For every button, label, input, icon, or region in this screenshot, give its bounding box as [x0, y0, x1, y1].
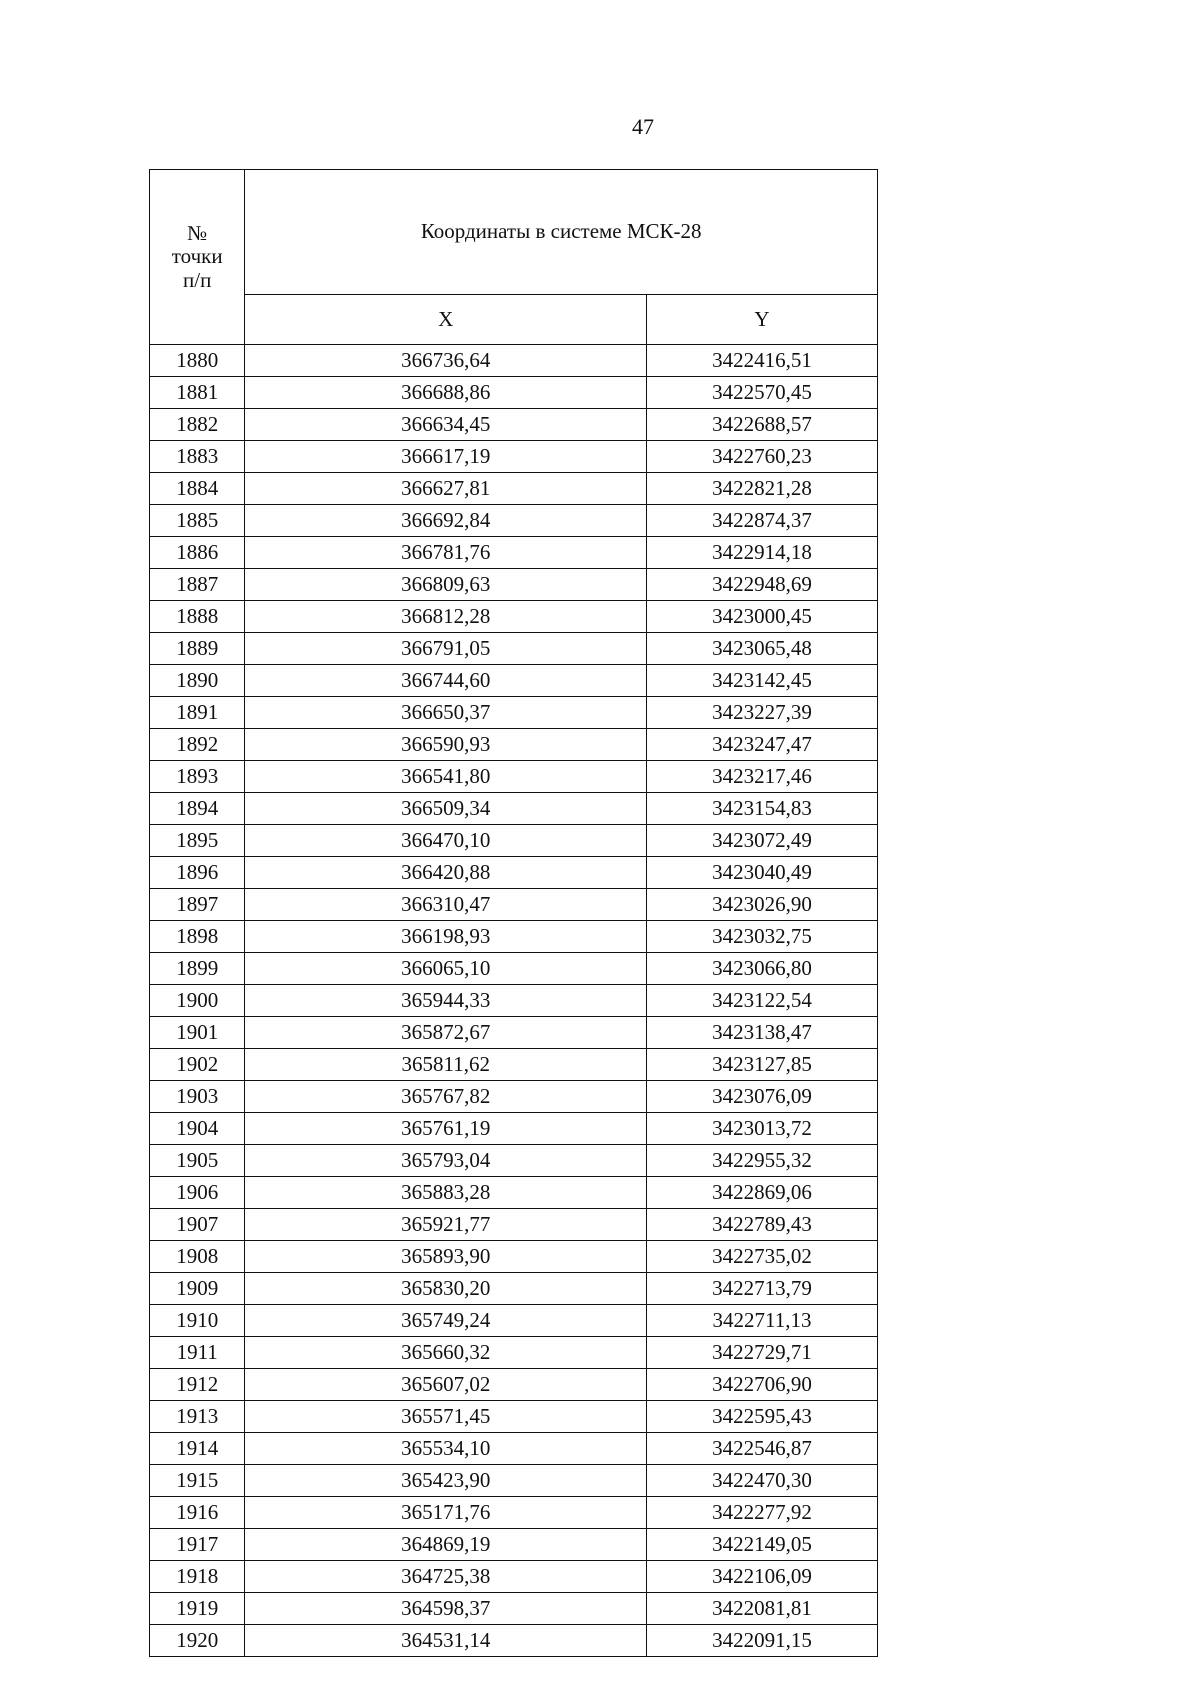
y-coordinate-cell: 3423217,46 [647, 761, 878, 793]
point-number-cell: 1906 [150, 1177, 245, 1209]
point-number-header-line: п/п [183, 267, 212, 292]
y-coordinate-cell: 3422711,13 [647, 1305, 878, 1337]
point-number-cell: 1898 [150, 921, 245, 953]
y-coordinate-cell: 3423127,85 [647, 1049, 878, 1081]
table-row [150, 697, 878, 729]
point-number-cell: 1895 [150, 825, 245, 857]
table-row [150, 1337, 878, 1369]
x-coordinate-cell: 365811,62 [245, 1049, 647, 1081]
x-coordinate-cell: 366627,81 [245, 473, 647, 505]
x-coordinate-cell: 364869,19 [245, 1529, 647, 1561]
x-coordinate-cell: 366310,47 [245, 889, 647, 921]
x-coordinate-cell: 365761,19 [245, 1113, 647, 1145]
y-coordinate-cell: 3422277,92 [647, 1497, 878, 1529]
x-coordinate-cell: 365767,82 [245, 1081, 647, 1113]
point-number-cell: 1909 [150, 1273, 245, 1305]
y-coordinate-cell: 3422688,57 [647, 409, 878, 441]
x-coordinate-cell: 364598,37 [245, 1593, 647, 1625]
point-number-cell: 1891 [150, 697, 245, 729]
x-coordinate-cell: 366634,45 [245, 409, 647, 441]
y-coordinate-cell: 3422706,90 [647, 1369, 878, 1401]
coordinates-system-header: Координаты в системе МСК-28 [245, 170, 878, 295]
x-coordinate-cell: 366791,05 [245, 633, 647, 665]
x-coordinate-cell: 366688,86 [245, 377, 647, 409]
x-coordinate-cell: 365883,28 [245, 1177, 647, 1209]
table-row [150, 1273, 878, 1305]
y-coordinate-cell: 3422091,15 [647, 1625, 878, 1657]
point-number-cell: 1896 [150, 857, 245, 889]
y-coordinate-cell: 3422760,23 [647, 441, 878, 473]
point-number-cell: 1900 [150, 985, 245, 1017]
y-coordinate-cell: 3423000,45 [647, 601, 878, 633]
table-row [150, 1113, 878, 1145]
table-row [150, 505, 878, 537]
y-coordinate-cell: 3422149,05 [647, 1529, 878, 1561]
point-number-cell: 1888 [150, 601, 245, 633]
y-coordinate-cell: 3422821,28 [647, 473, 878, 505]
point-number-cell: 1881 [150, 377, 245, 409]
x-coordinate-cell: 366198,93 [245, 921, 647, 953]
x-coordinate-cell: 365830,20 [245, 1273, 647, 1305]
point-number-cell: 1887 [150, 569, 245, 601]
table-body [150, 345, 878, 1657]
table-row [150, 1241, 878, 1273]
y-coordinate-cell: 3423032,75 [647, 921, 878, 953]
table-row [150, 665, 878, 697]
table-row [150, 857, 878, 889]
y-coordinate-cell: 3422106,09 [647, 1561, 878, 1593]
x-coordinate-cell: 365660,32 [245, 1337, 647, 1369]
x-coordinate-cell: 366744,60 [245, 665, 647, 697]
table-row [150, 569, 878, 601]
coordinates-table [149, 169, 878, 1657]
x-coordinate-cell: 366590,93 [245, 729, 647, 761]
y-coordinate-cell: 3423066,80 [647, 953, 878, 985]
y-coordinate-cell: 3423154,83 [647, 793, 878, 825]
y-coordinate-cell: 3422081,81 [647, 1593, 878, 1625]
y-coordinate-cell: 3423227,39 [647, 697, 878, 729]
x-coordinate-cell: 366065,10 [245, 953, 647, 985]
point-number-cell: 1890 [150, 665, 245, 697]
point-number-header-line: № [187, 221, 208, 246]
table-row [150, 825, 878, 857]
table-row [150, 1209, 878, 1241]
table-row [150, 1401, 878, 1433]
point-number-cell: 1920 [150, 1625, 245, 1657]
point-number-cell: 1894 [150, 793, 245, 825]
x-coordinate-cell: 365607,02 [245, 1369, 647, 1401]
table-row [150, 1017, 878, 1049]
table-row [150, 1561, 878, 1593]
table-row [150, 1497, 878, 1529]
point-number-cell: 1917 [150, 1529, 245, 1561]
table-row [150, 953, 878, 985]
table-row [150, 729, 878, 761]
y-coordinate-cell: 3422789,43 [647, 1209, 878, 1241]
point-number-cell: 1884 [150, 473, 245, 505]
table-row [150, 1145, 878, 1177]
point-number-cell: 1880 [150, 345, 245, 377]
table-row [150, 1433, 878, 1465]
point-number-cell: 1885 [150, 505, 245, 537]
x-coordinate-cell: 364531,14 [245, 1625, 647, 1657]
table-row [150, 1465, 878, 1497]
table-row [150, 473, 878, 505]
page-number: 47 [632, 114, 654, 139]
point-number-cell: 1897 [150, 889, 245, 921]
x-coordinate-cell: 366736,64 [245, 345, 647, 377]
y-coordinate-cell: 3422470,30 [647, 1465, 878, 1497]
x-coordinate-cell: 365571,45 [245, 1401, 647, 1433]
y-coordinate-cell: 3423065,48 [647, 633, 878, 665]
table-row [150, 377, 878, 409]
y-coordinate-cell: 3422570,45 [647, 377, 878, 409]
x-coordinate-cell: 365534,10 [245, 1433, 647, 1465]
x-coordinate-cell: 364725,38 [245, 1561, 647, 1593]
x-coordinate-cell: 365872,67 [245, 1017, 647, 1049]
table-row [150, 345, 878, 377]
x-coordinate-cell: 366812,28 [245, 601, 647, 633]
y-coordinate-cell: 3423122,54 [647, 985, 878, 1017]
table-row [150, 1625, 878, 1657]
x-coordinate-cell: 366617,19 [245, 441, 647, 473]
point-number-cell: 1883 [150, 441, 245, 473]
table-row [150, 409, 878, 441]
table-row [150, 1081, 878, 1113]
y-coordinate-cell: 3422595,43 [647, 1401, 878, 1433]
table-row [150, 1593, 878, 1625]
point-number-header-line: точки [171, 244, 223, 269]
x-coordinate-cell: 366541,80 [245, 761, 647, 793]
y-coordinate-cell: 3423013,72 [647, 1113, 878, 1145]
table-row [150, 441, 878, 473]
x-coordinate-cell: 366781,76 [245, 537, 647, 569]
y-coordinate-cell: 3422955,32 [647, 1145, 878, 1177]
table-row [150, 761, 878, 793]
table-row [150, 601, 878, 633]
point-number-cell: 1905 [150, 1145, 245, 1177]
y-coordinate-cell: 3423072,49 [647, 825, 878, 857]
y-coordinate-cell: 3423142,45 [647, 665, 878, 697]
table-row [150, 793, 878, 825]
point-number-cell: 1907 [150, 1209, 245, 1241]
x-coordinate-cell: 365893,90 [245, 1241, 647, 1273]
y-coordinate-cell: 3422735,02 [647, 1241, 878, 1273]
y-coordinate-cell: 3422869,06 [647, 1177, 878, 1209]
table-row [150, 1369, 878, 1401]
y-coordinate-cell: 3422713,79 [647, 1273, 878, 1305]
point-number-cell: 1918 [150, 1561, 245, 1593]
table-row [150, 1049, 878, 1081]
x-coordinate-cell: 366650,37 [245, 697, 647, 729]
table-row [150, 537, 878, 569]
x-column-header: X [245, 294, 647, 344]
table-row [150, 985, 878, 1017]
point-number-cell: 1882 [150, 409, 245, 441]
table-row [150, 889, 878, 921]
x-coordinate-cell: 365944,33 [245, 985, 647, 1017]
x-coordinate-cell: 366692,84 [245, 505, 647, 537]
point-number-cell: 1912 [150, 1369, 245, 1401]
y-coordinate-cell: 3423247,47 [647, 729, 878, 761]
y-coordinate-cell: 3422546,87 [647, 1433, 878, 1465]
point-number-cell: 1915 [150, 1465, 245, 1497]
x-coordinate-cell: 366470,10 [245, 825, 647, 857]
table-header [150, 170, 878, 345]
point-number-header [150, 170, 245, 345]
point-number-cell: 1893 [150, 761, 245, 793]
table-row [150, 1305, 878, 1337]
point-number-cell: 1914 [150, 1433, 245, 1465]
point-number-cell: 1910 [150, 1305, 245, 1337]
point-number-cell: 1911 [150, 1337, 245, 1369]
point-number-cell: 1908 [150, 1241, 245, 1273]
point-number-cell: 1904 [150, 1113, 245, 1145]
x-coordinate-cell: 365423,90 [245, 1465, 647, 1497]
table-row [150, 633, 878, 665]
x-coordinate-cell: 365749,24 [245, 1305, 647, 1337]
y-column-header: Y [647, 294, 878, 344]
point-number-cell: 1902 [150, 1049, 245, 1081]
point-number-cell: 1892 [150, 729, 245, 761]
table-row [150, 1177, 878, 1209]
y-coordinate-cell: 3422914,18 [647, 537, 878, 569]
x-coordinate-cell: 365921,77 [245, 1209, 647, 1241]
y-coordinate-cell: 3422948,69 [647, 569, 878, 601]
table-row [150, 1529, 878, 1561]
x-coordinate-cell: 366809,63 [245, 569, 647, 601]
y-coordinate-cell: 3422874,37 [647, 505, 878, 537]
y-coordinate-cell: 3422729,71 [647, 1337, 878, 1369]
point-number-cell: 1913 [150, 1401, 245, 1433]
y-coordinate-cell: 3422416,51 [647, 345, 878, 377]
point-number-cell: 1886 [150, 537, 245, 569]
point-number-cell: 1889 [150, 633, 245, 665]
table-row [150, 921, 878, 953]
y-coordinate-cell: 3423026,90 [647, 889, 878, 921]
x-coordinate-cell: 366509,34 [245, 793, 647, 825]
point-number-cell: 1899 [150, 953, 245, 985]
x-coordinate-cell: 366420,88 [245, 857, 647, 889]
y-coordinate-cell: 3423138,47 [647, 1017, 878, 1049]
x-coordinate-cell: 365171,76 [245, 1497, 647, 1529]
y-coordinate-cell: 3423076,09 [647, 1081, 878, 1113]
point-number-cell: 1903 [150, 1081, 245, 1113]
x-coordinate-cell: 365793,04 [245, 1145, 647, 1177]
point-number-cell: 1919 [150, 1593, 245, 1625]
point-number-cell: 1901 [150, 1017, 245, 1049]
y-coordinate-cell: 3423040,49 [647, 857, 878, 889]
point-number-cell: 1916 [150, 1497, 245, 1529]
